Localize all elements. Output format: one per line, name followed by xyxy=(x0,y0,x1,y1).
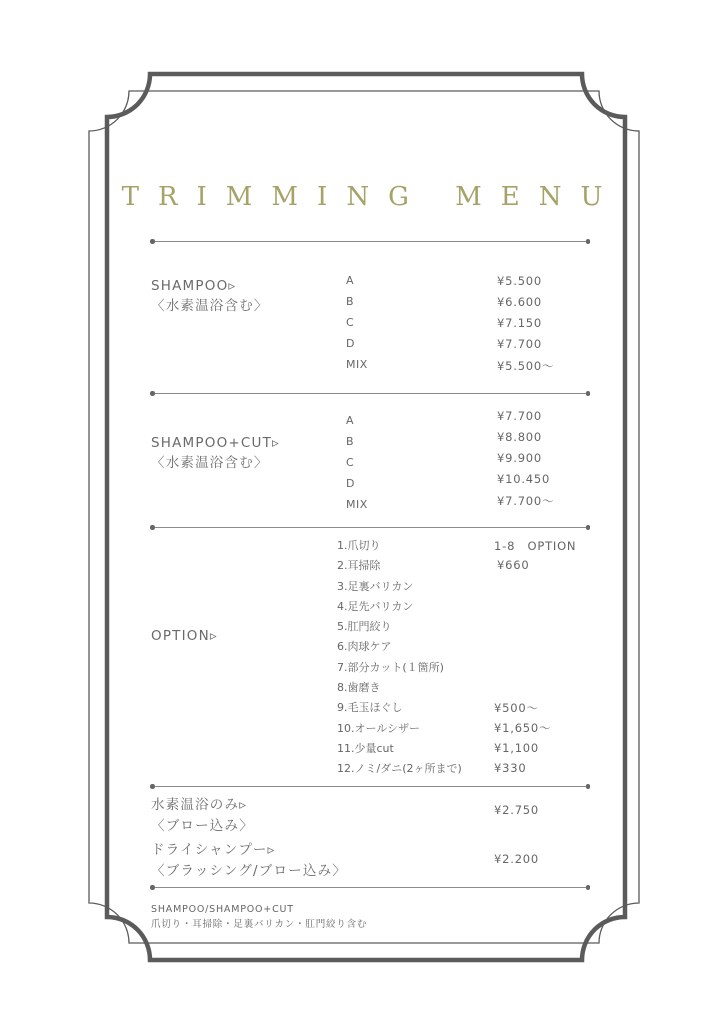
bath-only-section-title xyxy=(151,795,254,837)
shampoo-name: SHAMPOO▹ xyxy=(151,278,237,294)
divider xyxy=(152,393,588,394)
shampoo-sub: 〈水素温浴含む〉 xyxy=(151,298,269,314)
list-item: 1.爪切り xyxy=(337,539,381,552)
bath-only-name: 水素温浴のみ▹ xyxy=(151,797,248,813)
price: ¥7.700 xyxy=(497,409,543,423)
option-item-price-list xyxy=(494,700,551,781)
dry-shampoo-sub: 〈ブラッシング/ブロー込み〉 xyxy=(151,863,347,879)
shampoo-size-list xyxy=(346,274,368,379)
price: ¥7.150 xyxy=(497,316,543,330)
price: ¥8.800 xyxy=(497,430,543,444)
divider xyxy=(152,887,588,888)
price: ¥330 xyxy=(494,760,527,775)
divider xyxy=(152,786,588,787)
divider xyxy=(152,527,588,528)
list-item: 12.ノミ/ダニ(2ヶ所まで) xyxy=(337,762,462,776)
option-section-title: OPTION▹ xyxy=(151,628,218,644)
price: ¥7.700〜 xyxy=(497,494,555,508)
footnote-line2: 爪切り・耳掃除・足裏バリカン・肛門絞り含む xyxy=(151,919,368,930)
bath-only-price: ¥2.750 xyxy=(494,803,540,817)
price: ¥500〜 xyxy=(494,701,539,715)
menu-title: TRIMMING MENU xyxy=(121,182,622,212)
price: ¥1,100 xyxy=(494,740,540,755)
list-item: 10.オールシザー xyxy=(337,721,420,735)
price: ¥6.600 xyxy=(497,295,543,309)
list-item: 4.足先バリカン xyxy=(337,599,414,613)
price: ¥5.500〜 xyxy=(497,359,555,373)
dry-shampoo-name: ドライシャンプー▹ xyxy=(151,842,276,858)
shampoo-cut-section-title xyxy=(151,433,280,473)
shampoo-cut-size-list xyxy=(346,414,368,519)
price: ¥10.450 xyxy=(497,472,551,486)
dry-shampoo-section-title xyxy=(151,840,347,882)
shampoo-section-title xyxy=(151,276,269,316)
size-label: D xyxy=(346,477,355,490)
dry-shampoo-price: ¥2.200 xyxy=(494,852,540,866)
list-item: 8.歯磨き xyxy=(337,681,381,695)
list-item: 9.毛玉ほぐし xyxy=(337,701,403,715)
shampoo-cut-sub: 〈水素温浴含む〉 xyxy=(151,455,269,471)
size-label: C xyxy=(346,456,355,469)
price: ¥9.900 xyxy=(497,451,543,465)
list-item: 5.肛門絞り xyxy=(337,620,392,634)
list-item: 11.少量cut xyxy=(337,741,394,755)
shampoo-price-list xyxy=(497,274,554,379)
size-label: B xyxy=(346,295,355,308)
size-label: D xyxy=(346,337,355,350)
list-item: 2.耳掃除 xyxy=(337,559,381,573)
shampoo-cut-name: SHAMPOO+CUT▹ xyxy=(151,435,281,451)
price: ¥7.700 xyxy=(497,337,543,351)
size-label: A xyxy=(346,274,355,287)
footnote-line1: SHAMPOO/SHAMPOO+CUT xyxy=(151,904,294,915)
size-label: C xyxy=(346,316,355,329)
option-set-label: 1-8 OPTION xyxy=(494,539,577,553)
list-item: 6.肉球ケア xyxy=(337,640,392,654)
divider xyxy=(152,241,588,242)
price: ¥5.500 xyxy=(497,274,543,288)
size-label: MIX xyxy=(346,358,368,371)
option-set-price: ¥660 xyxy=(497,558,530,572)
bath-only-sub: 〈ブロー込み〉 xyxy=(151,818,254,834)
list-item: 3.足裏バリカン xyxy=(337,579,414,593)
footnote xyxy=(151,902,367,932)
option-item-list xyxy=(337,537,462,781)
list-item: 7.部分カット(１箇所) xyxy=(337,660,444,674)
size-label: A xyxy=(346,414,355,427)
size-label: B xyxy=(346,435,355,448)
shampoo-cut-price-list xyxy=(497,409,554,514)
price: ¥1,650〜 xyxy=(494,721,552,736)
size-label: MIX xyxy=(346,498,368,511)
